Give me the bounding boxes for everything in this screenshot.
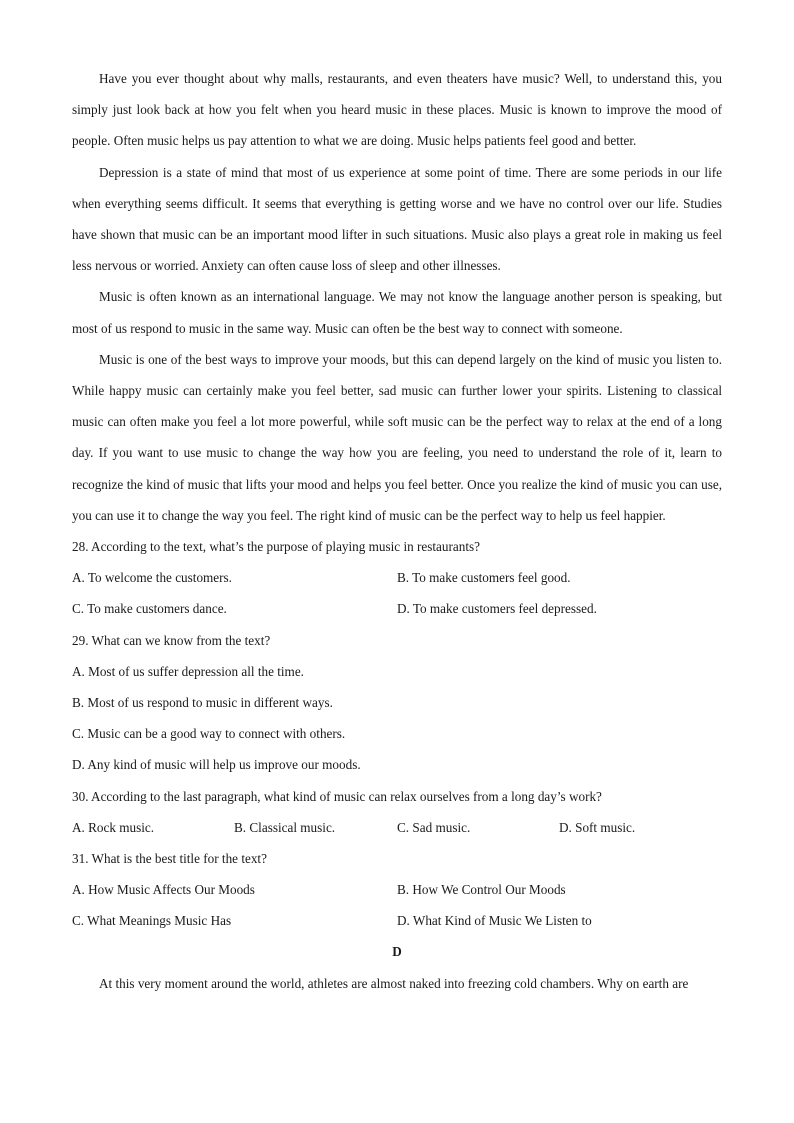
question-31-option-a: A. How Music Affects Our Moods [72, 882, 255, 898]
question-28-option-a: A. To welcome the customers. [72, 570, 232, 586]
question-31-stem: 31. What is the best title for the text? [72, 850, 267, 866]
question-30-option-d: D. Soft music. [559, 819, 636, 835]
question-28-option-c: C. To make customers dance. [72, 601, 227, 617]
question-30-option-a: A. Rock music. [72, 819, 155, 835]
section-d-first-line: At this very moment around the world, athletes are almost naked into freezing cold chambers. Why on earth are [99, 975, 689, 991]
question-29-stem: 29. What can we know from the text? [72, 632, 271, 648]
question-30-options-row [72, 812, 722, 843]
question-30-option-c: C. Sad music. [397, 819, 471, 835]
section-heading: D [392, 944, 402, 960]
question-31-option-d: D. What Kind of Music We Listen to [397, 913, 592, 929]
passage-paragraph-1: Have you ever thought about why malls, restaurants, and even theaters have music? Well, to understand this, you simply just look back at how you felt when you heard music in these places. Music is known to improve the mood of people. Often music helps us pay attention to what we are doing. Music helps patients feel good and better. [72, 71, 722, 149]
question-28-stem: 28. According to the text, what’s the purpose of playing music in restaurants? [72, 539, 480, 555]
question-31-options-row-1 [72, 874, 722, 905]
question-30-stem: 30. According to the last paragraph, what kind of music can relax ourselves from a long day’s work? [72, 788, 602, 804]
question-31-option-c: C. What Meanings Music Has [72, 913, 232, 929]
document-page [72, 63, 722, 999]
question-28-option-d: D. To make customers feel depressed. [397, 601, 597, 617]
question-29-option-b: B. Most of us respond to music in different ways. [72, 694, 333, 710]
question-31-options-row-2 [72, 905, 722, 936]
question-30-option-b: B. Classical music. [234, 819, 336, 835]
question-28-options-row-2 [72, 593, 722, 624]
question-28-options-row-1 [72, 562, 722, 593]
passage-paragraph-3: Music is often known as an international language. We may not know the language another person is speaking, but most of us respond to music in the same way. Music can often be the best way to connect with someone. [72, 289, 722, 336]
question-29-option-c: C. Music can be a good way to connect with others. [72, 726, 346, 742]
question-29-option-d: D. Any kind of music will help us improve our moods. [72, 757, 361, 773]
question-29-option-a: A. Most of us suffer depression all the time. [72, 663, 304, 679]
passage-paragraph-2: Depression is a state of mind that most of us experience at some point of time. There are some periods in our life when everything seems difficult. It seems that everything is getting worse and we have no control over our life. Studies have shown that music can be an important mood lifter in such situations. Music also plays a great role in making us feel less nervous or worried. Anxiety can often cause loss of sleep and other illnesses. [72, 164, 722, 274]
passage-paragraph-4: Music is one of the best ways to improve your moods, but this can depend largely on the kind of music you listen to. While happy music can certainly make you feel better, sad music can further lower your spirits. Listening to classical music can often make you feel a lot more powerful, while soft music can be the perfect way to relax at the end of a long day. If you want to use music to change the way how you are feeling, you need to understand the role of it, learn to recognize the kind of music that lifts your mood and helps you feel better. Once you realize the kind of music you can use, you can use it to change the way you feel. The right kind of music can be the perfect way to help us feel happier. [72, 351, 722, 523]
question-31-option-b: B. How We Control Our Moods [397, 882, 566, 898]
question-28-option-b: B. To make customers feel good. [397, 570, 571, 586]
